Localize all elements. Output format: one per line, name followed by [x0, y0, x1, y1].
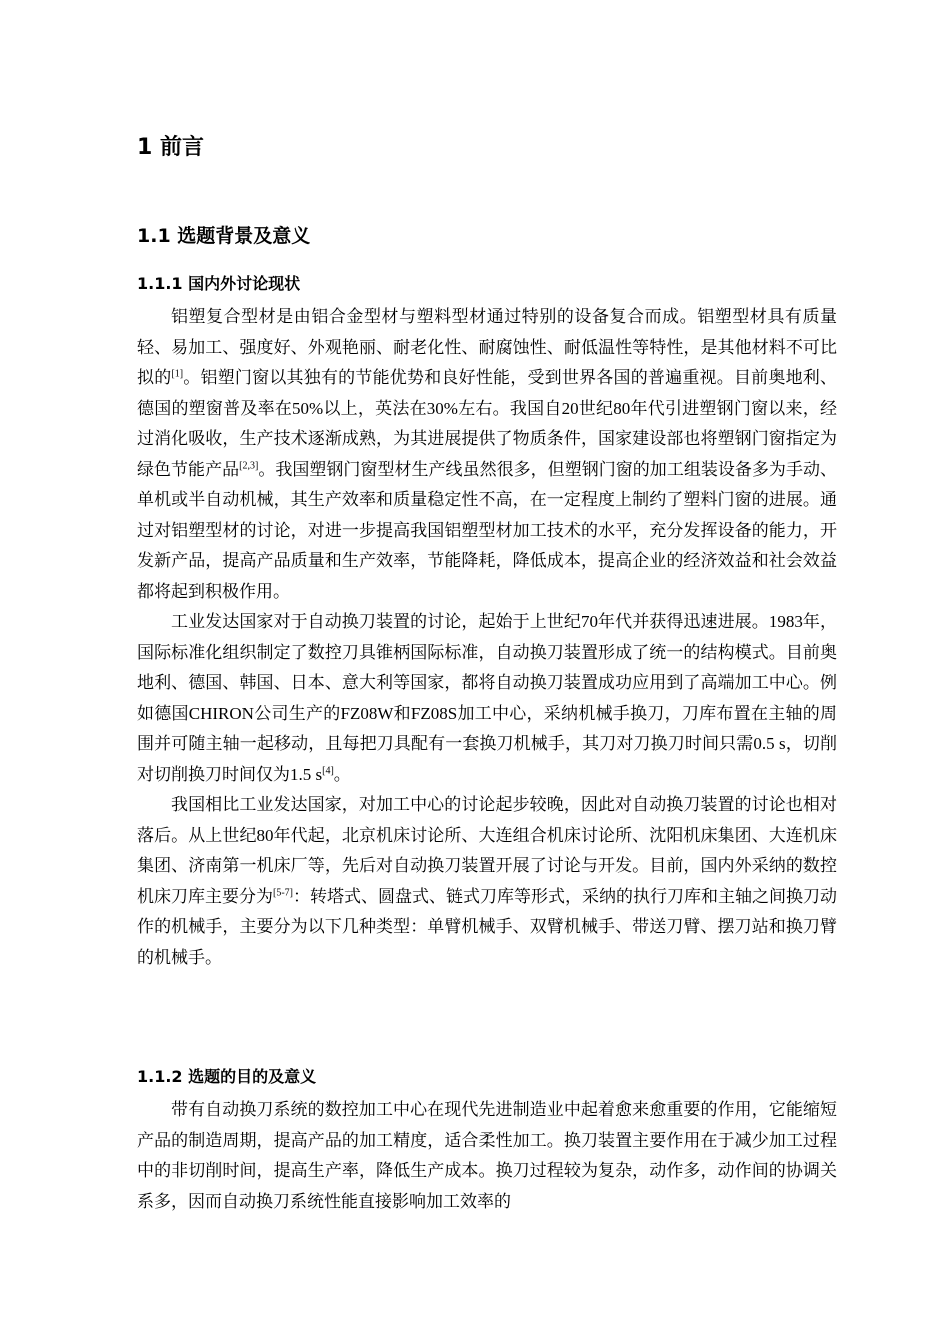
paragraph: 我国相比工业发达国家，对加工中心的讨论起步较晚，因此对自动换刀装置的讨论也相对落后。从上世纪80年代起，北京机床讨论所、大连组合机床讨论所、沈阳机床集团、大连机床集团、济南第一机床厂等，先后对自动换刀装置开展了讨论与开发。目前，国内外采纳的数控机床刀库主要分为[5-7]：转塔式、圆盘式、链式刀库等形式，采纳的执行刀库和主轴之间换刀动作的机械手，主要分为以下几种类型：单臂机械手、双臂机械手、带送刀臂、摆刀站和换刀臂的机械手。 [137, 795, 837, 967]
citation: [1] [171, 368, 184, 380]
subsection-heading: 1.1.2 选题的目的及意义 [137, 1067, 317, 1086]
paragraph: 带有自动换刀系统的数控加工中心在现代先进制造业中起着愈来愈重要的作用，它能缩短产品的制造周期，提高产品的加工精度，适合柔性加工。换刀装置主要作用在于减少加工过程中的非切削时间，提高生产率，降低生产成本。换刀过程较为复杂，动作多，动作间的协调关系多，因而自动换刀系统性能直接影响加工效率的 [137, 1100, 837, 1211]
subsection-research-status [137, 272, 837, 973]
subsection-purpose [137, 1065, 837, 1217]
section-heading: 1.1 选题背景及意义 [137, 225, 311, 247]
paragraph: 铝塑复合型材是由铝合金型材与塑料型材通过特别的设备复合而成。铝塑型材具有质量轻、易加工、强度好、外观艳丽、耐老化性、耐腐蚀性、耐低温性等特性，是其他材料不可比拟的[1]。铝塑门窗以其独有的节能优势和良好性能，受到世界各国的普遍重视。目前奥地利、德国的塑窗普及率在50%以上，英法在30%左右。我国自20世纪80年代引进塑钢门窗以来，经过消化吸收，生产技术逐渐成熟，为其进展提供了物质条件，国家建设部也将塑钢门窗指定为绿色节能产品[2,3]。我国塑钢门窗型材生产线虽然很多，但塑钢门窗的加工组装设备多为手动、单机或半自动机械，其生产效率和质量稳定性不高，在一定程度上制约了塑料门窗的进展。通过对铝塑型材的讨论，对进一步提高我国铝塑型材加工技术的水平，充分发挥设备的能力，开发新产品，提高产品质量和生产效率，节能降耗，降低成本，提高企业的经济效益和社会效益都将起到积极作用。 [137, 307, 838, 601]
citation: [2,3] [239, 459, 259, 471]
citation: [4] [322, 764, 334, 776]
subsection-heading: 1.1.1 国内外讨论现状 [137, 274, 301, 293]
citation: [5-7] [273, 886, 293, 898]
paragraph: 工业发达国家对于自动换刀装置的讨论，起始于上世纪70年代并获得迅速进展。1983年，国际标准化组织制定了数控刀具锥柄国际标准，自动换刀装置形成了统一的结构模式。目前奥地利、德国、韩国、日本、意大利等国家，都将自动换刀装置成功应用到了高端加工中心。例如德国CHIRON公司生产的FZ08W和FZ08S加工中心，采纳机械手换刀，刀库布置在主轴的周围并可随主轴一起移动，且每把刀具配有一套换刀机械手，其刀对刀换刀时间只需0.5 s，切削对切削换刀时间仅为1.5 s[4]。 [137, 612, 837, 784]
chapter-heading: 1 前言 [137, 135, 204, 160]
